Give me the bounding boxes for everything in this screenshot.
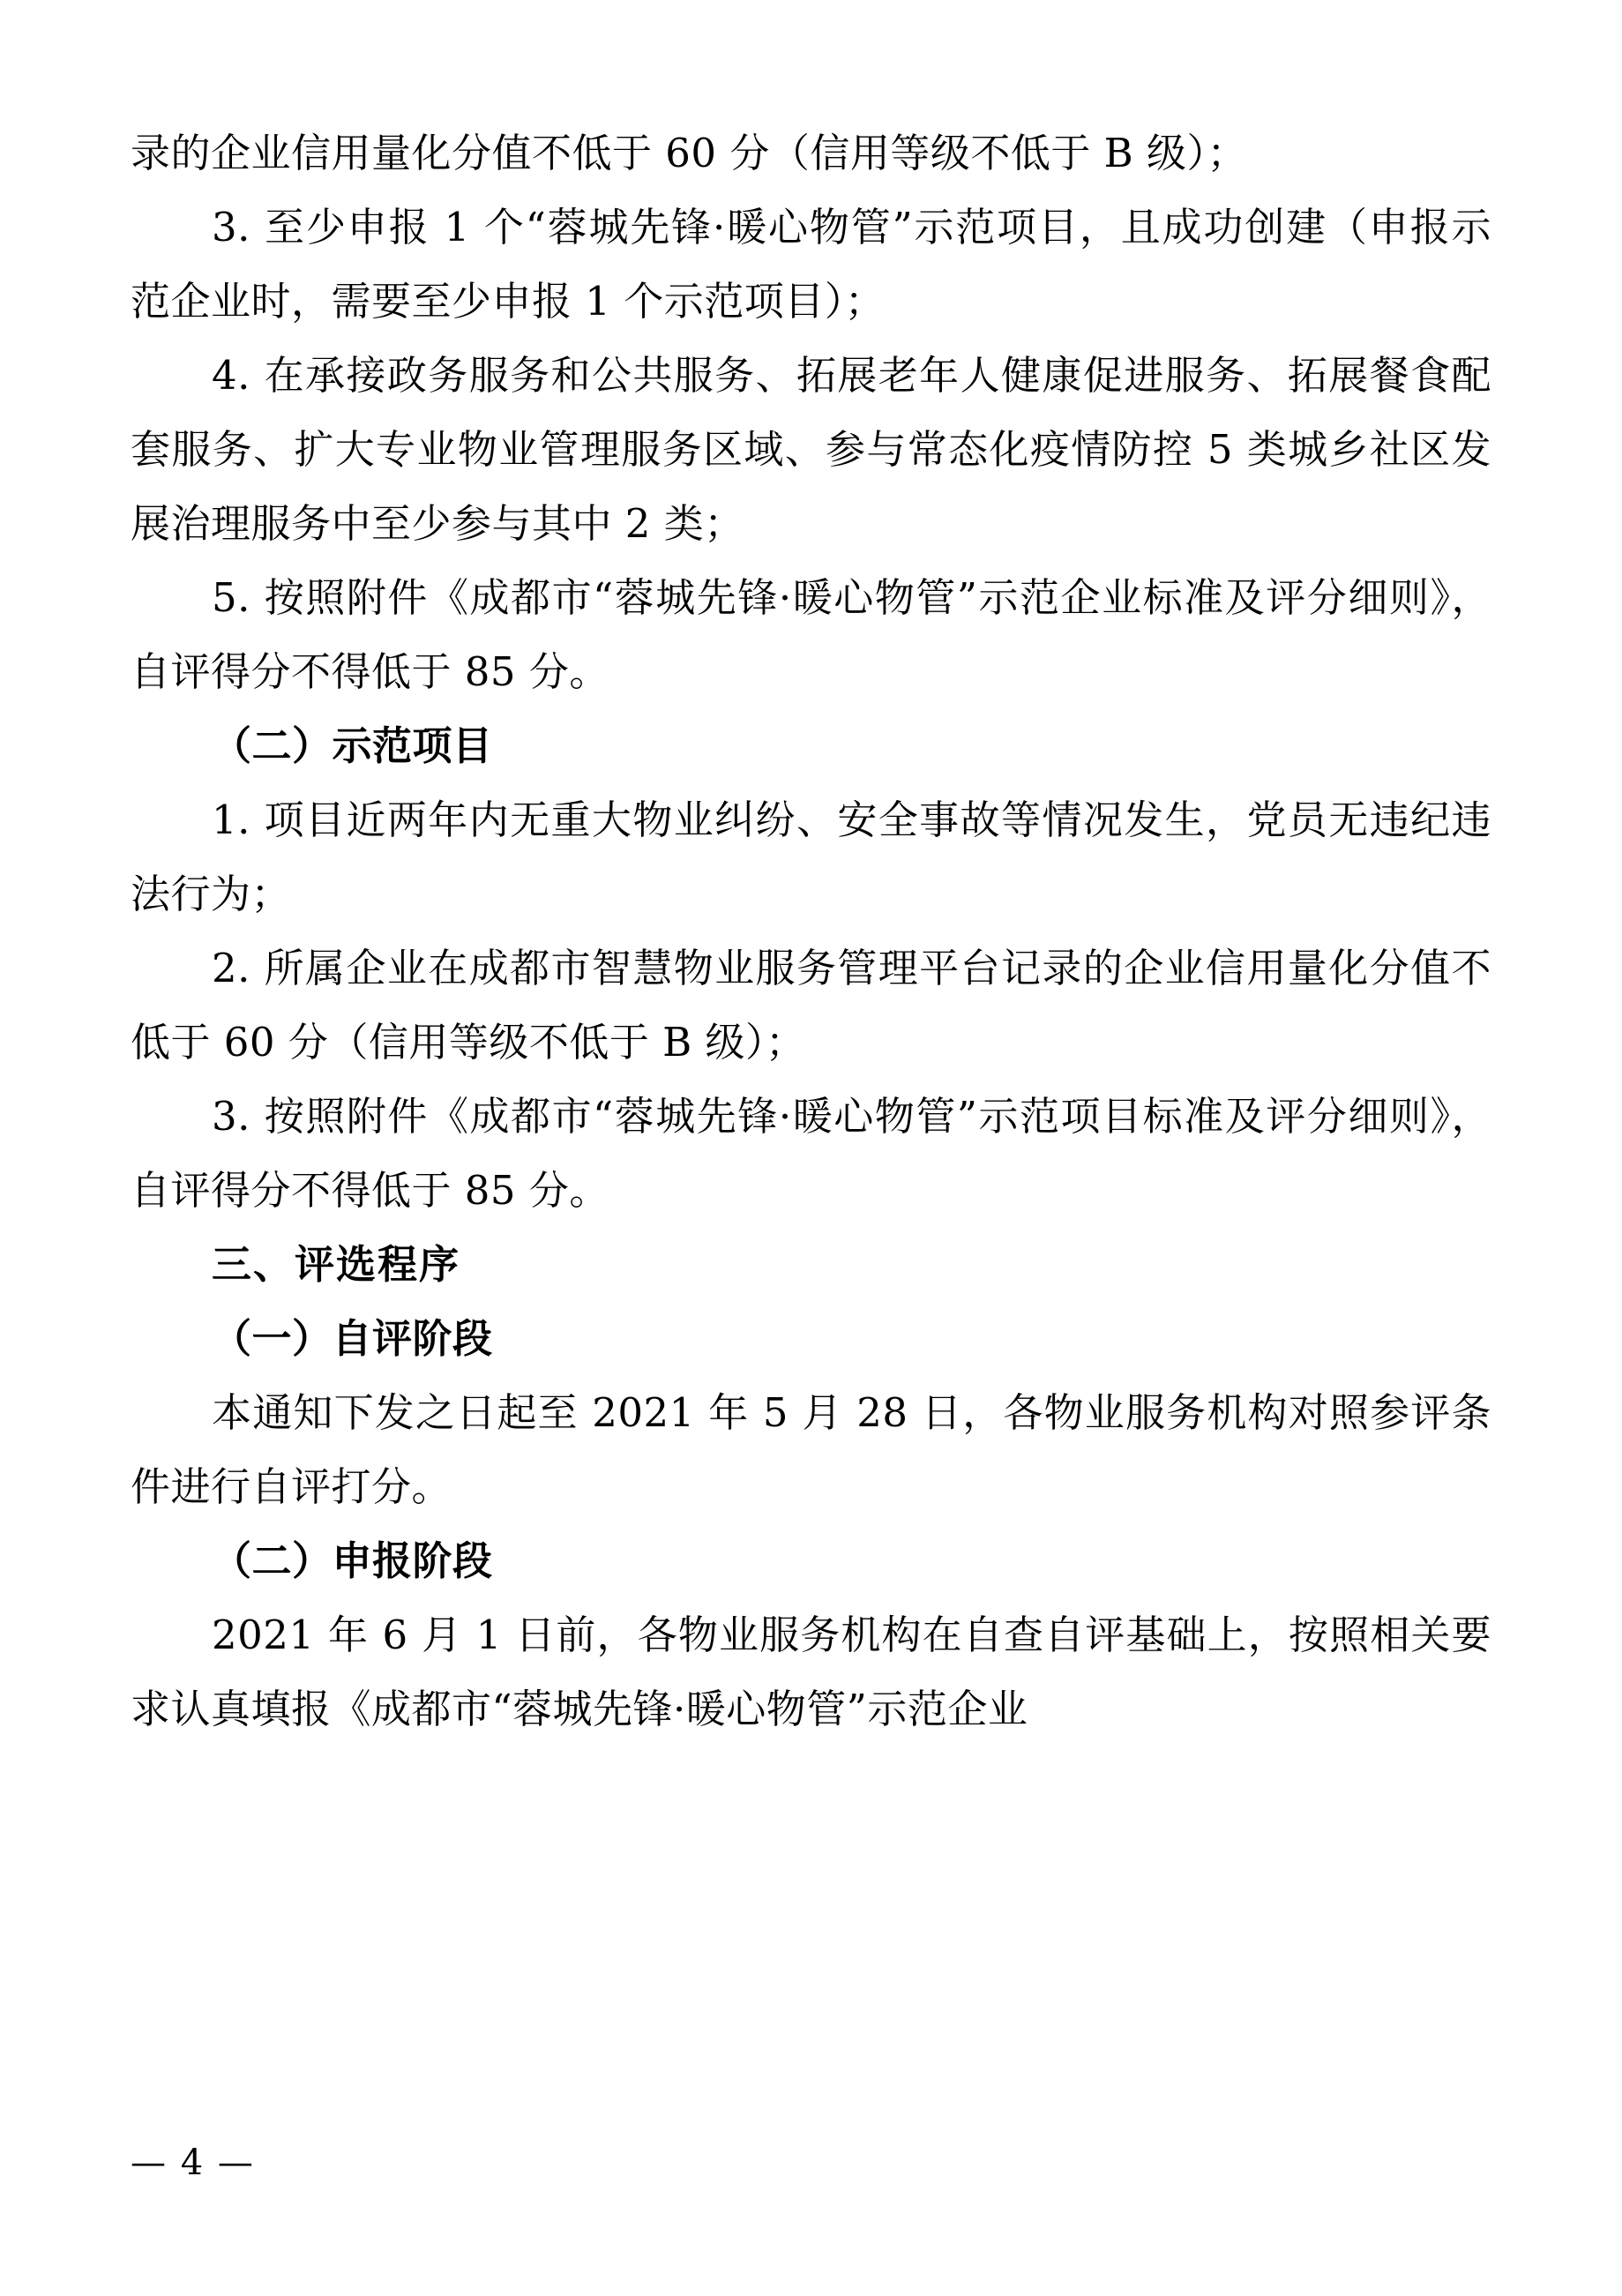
subheading-self-evaluation-stage: （一）自评阶段 xyxy=(212,1315,493,1362)
paragraph-self-evaluation: 本通知下发之日起至 2021 年 5 月 28 日，各物业服务机构对照参评条件进行自评打分。 xyxy=(131,1389,1491,1510)
list-item-enterprise-5: 5. 按照附件《成都市“蓉城先锋·暖心物管”示范企业标准及评分细则》，自评得分不得低于 85 分。 xyxy=(131,574,1491,695)
heading-selection-procedure: 三、评选程序 xyxy=(212,1241,461,1288)
list-item-enterprise-4: 4. 在承接政务服务和公共服务、拓展老年人健康促进服务、拓展餐食配套服务、扩大专业物业管理服务区域、参与常态化疫情防控 5 类城乡社区发展治理服务中至少参与其中 2 类； xyxy=(131,352,1491,547)
subheading-declaration-stage: （二）申报阶段 xyxy=(212,1537,493,1584)
list-item-enterprise-3: 3. 至少申报 1 个“蓉城先锋·暖心物管”示范项目，且成功创建（申报示范企业时，需要至少申报 1 个示范项目）； xyxy=(131,204,1491,325)
list-item-project-1: 1. 项目近两年内无重大物业纠纷、安全事故等情况发生，党员无违纪违法行为； xyxy=(131,796,1491,917)
subheading-demo-project: （二）示范项目 xyxy=(212,722,493,769)
list-item-project-2: 2. 所属企业在成都市智慧物业服务管理平台记录的企业信用量化分值不低于 60 分（信用等级不低于 B 级）； xyxy=(131,945,1491,1066)
paragraph-continued: 录的企业信用量化分值不低于 60 分（信用等级不低于 B 级）； xyxy=(131,130,1248,176)
page-number: — 4 — xyxy=(131,2143,255,2183)
paragraph-declaration: 2021 年 6 月 1 日前，各物业服务机构在自查自评基础上，按照相关要求认真填报《成都市“蓉城先锋·暖心物管”示范企业 xyxy=(131,1612,1491,1732)
list-item-project-3: 3. 按照附件《成都市“蓉城先锋·暖心物管”示范项目标准及评分细则》，自评得分不得低于 85 分。 xyxy=(131,1093,1491,1214)
document-body xyxy=(131,116,1491,1746)
